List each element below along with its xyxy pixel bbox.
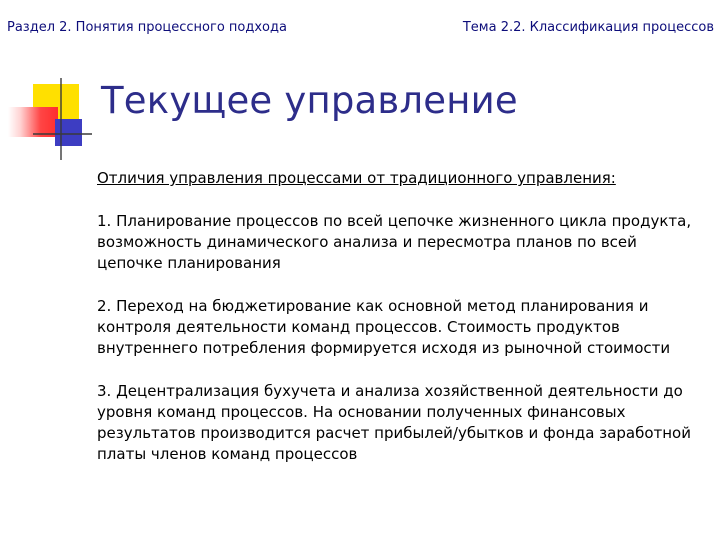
section-header: Раздел 2. Понятия процессного подхода [7, 20, 287, 35]
slide-title: Текущее управление [101, 79, 518, 122]
blue-block [55, 119, 82, 146]
point-1: 1. Планирование процессов по всей цепочке жизненного цикла продукта, возможность динамического анализа и пересмотра планов по всей цепочке планирования [97, 212, 692, 272]
red-fade-block [8, 107, 58, 137]
decorative-blocks-graphic [0, 70, 100, 165]
point-2: 2. Переход на бюджетирование как основной метод планирования и контроля деятельности команд процессов. Стоимость продуктов внутреннего потребления формируется исходя из рыночной стоимости [97, 297, 671, 357]
intro-text: Отличия управления процессами от традиционного управления: [97, 169, 616, 187]
topic-header: Тема 2.2. Классификация процессов [462, 20, 714, 35]
point-3: 3. Децентрализация бухучета и анализа хозяйственной деятельности до уровня команд процессов. На основании полученных финансовых результатов производится расчет прибылей/убытков и фонда заработной платы членов команд процессов [97, 382, 691, 463]
slide-body [97, 168, 707, 487]
